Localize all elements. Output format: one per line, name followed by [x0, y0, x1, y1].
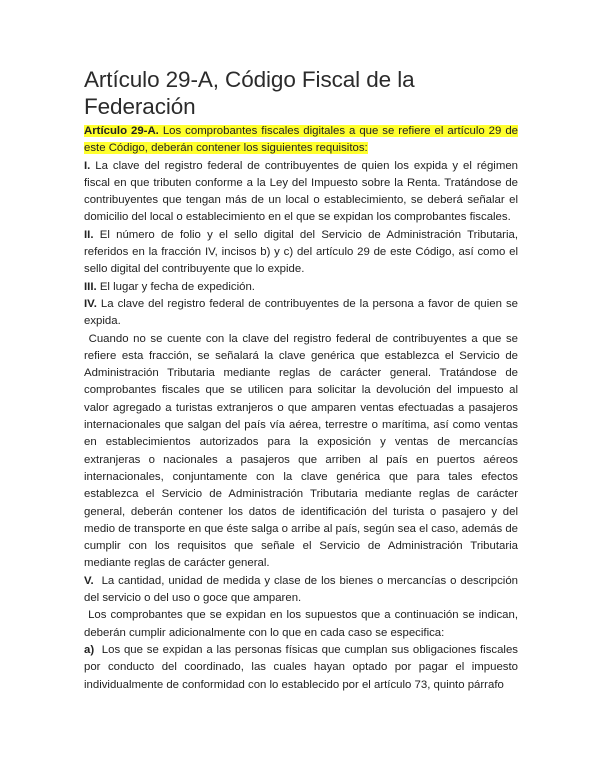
document-page [84, 66, 522, 694]
item-iii [84, 279, 518, 296]
highlighted-text [84, 125, 518, 154]
article-label: Artículo 29-A. [84, 125, 159, 137]
item-text: El número de folio y el sello digital del Servicio de Administración Tributaria, referidos en la fracción IV, incisos b) y c) del artículo 29 de este Código, así como el sello digital del contribuyente que lo expide. [84, 228, 518, 276]
item-text: La clave del registro federal de contribuyentes de la persona a favor de quien se expida. [84, 297, 518, 328]
item-text: El lugar y fecha de expedición. [96, 280, 255, 293]
page-title: Artículo 29-A, Código Fiscal de la Federación [84, 67, 415, 119]
item-iv [84, 296, 518, 331]
item-label: V. [84, 574, 94, 587]
item-label: I. [84, 159, 91, 172]
paragraph-v-detail: Los comprobantes que se expidan en los supuestos que a continuación se indican, deberán cumplir adicionalmente con lo que en cada caso se especifica: [84, 609, 522, 639]
item-a [84, 642, 522, 694]
item-ii [84, 227, 518, 279]
item-label: III. [84, 280, 97, 293]
item-label: a) [84, 643, 95, 656]
item-label: IV. [84, 297, 97, 310]
intro-text: Los comprobantes fiscales digitales a que se refiere el artículo 29 de este Código, deberán contener los siguientes requisitos: [84, 125, 518, 155]
item-label: II. [84, 228, 94, 241]
item-text: La cantidad, unidad de medida y clase de los bienes o mercancías o descripción del servicio o del uso o goce que amparen. [84, 574, 522, 605]
item-text: La clave del registro federal de contribuyentes de quien los expida y el régimen fiscal en que tributen conforme a la Ley del Impuesto sobre la Renta. Tratándose de contribuyentes que tengan más de un local o establecimiento, se deberá señalar el domicilio del local o establecimiento en el que se expidan los comprobantes fiscales. [84, 159, 518, 224]
intro-paragraph [84, 123, 518, 158]
item-v [84, 573, 522, 608]
item-i [84, 158, 518, 227]
paragraph-iv-detail: Cuando no se cuente con la clave del registro federal de contribuyentes a que se refiere esta fracción, se señalará la clave genérica que establezca el Servicio de Administración Tributaria mediante reglas de carácter general. Tratándose de comprobantes fiscales que se utilicen para solicitar la devolución del impuesto al valor agregado a turistas extranjeros o que amparen ventas efectuadas a pasajeros internacionales que salgan del país vía aérea, terrestre o marítima, así como ventas en establecimientos autorizados para la exposición y ventas de mercancías extranjeras o nacionales a pasajeros que arriben al país en puertos aéreos internacionales, conjuntamente con la clave genérica que para tales efectos establezca el Servicio de Administración Tributaria mediante reglas de carácter general, deberán contener los datos de identificación del turista o pasajero y del medio de transporte en que éste salga o arribe al país, según sea el caso, además de cumplir con los requisitos que señale el Servicio de Administración Tributaria mediante reglas de carácter general. [84, 332, 522, 570]
item-text: Los que se expidan a las personas físicas que cumplan sus obligaciones fiscales por conducto del coordinado, las cuales hayan optado por pagar el impuesto individualmente de conformidad con lo establecido por el artículo 73, quinto párrafo [84, 643, 522, 691]
